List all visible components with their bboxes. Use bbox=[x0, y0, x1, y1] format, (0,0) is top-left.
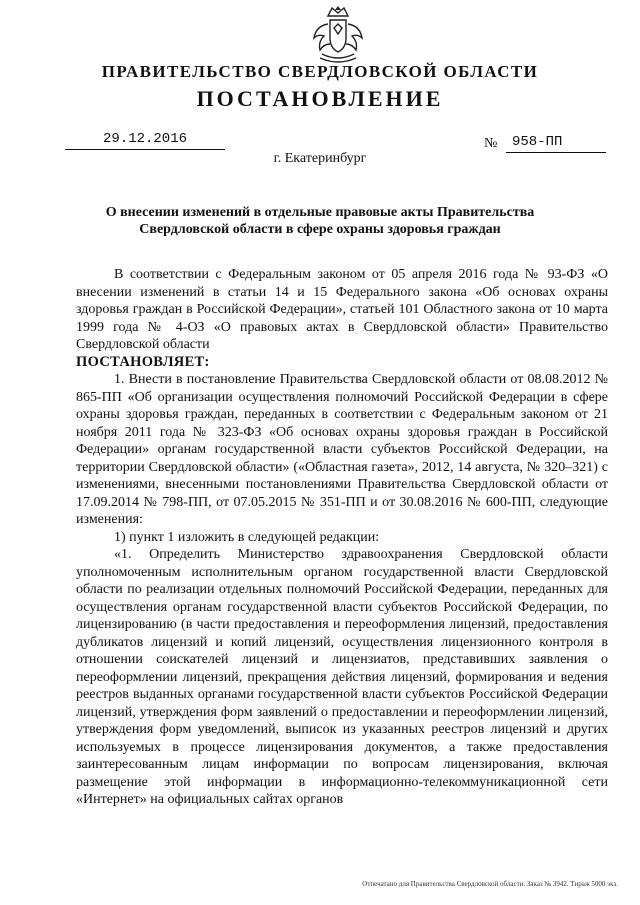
subitem-1-paragraph: 1) пункт 1 изложить в следующей редакции: bbox=[114, 529, 380, 545]
coat-of-arms-icon bbox=[306, 4, 370, 66]
government-name: ПРАВИТЕЛЬСТВО СВЕРДЛОВСКОЙ ОБЛАСТИ bbox=[101, 62, 539, 81]
heading-line-1: О внесении изменений в отдельные правовые акты Правительства bbox=[105, 205, 535, 220]
document-heading bbox=[80, 204, 560, 238]
print-note: Отпечатано для Правительства Свердловской области. Заказ № 3942. Тираж 5000 экз. bbox=[362, 880, 618, 888]
document-type: ПОСТАНОВЛЕНИЕ bbox=[196, 86, 444, 111]
number-label: № bbox=[484, 136, 498, 151]
resolves-heading: ПОСТАНОВЛЯЕТ: bbox=[76, 353, 210, 370]
city: г. Екатеринбург bbox=[273, 151, 367, 166]
document-date: 29.12.2016 bbox=[102, 131, 187, 147]
document-number: 958-ПП bbox=[512, 134, 563, 150]
heading-line-2: Свердловской области в сфере охраны здоровья граждан bbox=[139, 222, 501, 237]
item-1-paragraph: 1. Внести в постановление Правительства Свердловской области от 08.08.2012 № 865-ПП «Об организации осуществления полномочий Российской Федерации в сфере охраны здоровья граждан, переданных в соответствии с Федеральным законом от 21 ноября 2011 года № 323-ФЗ «Об основах охраны здоровья граждан в Российской Федерации» органам государственной власти субъектов Российской Федерации, на территории Свердловской области» («Областная газета», 2012, 14 августа, № 320–321) с изменениями, внесенными постановлениями Правительства Свердловской области от 17.09.2014 № 798-ПП, от 07.05.2015 № 351-ПП и от 30.08.2016 № 600-ПП, следующие изменения: bbox=[76, 372, 608, 527]
document-body bbox=[76, 266, 608, 809]
quoted-paragraph: «1. Определить Министерство здравоохранения Свердловской области уполномоченным исполнительным органом государственной власти Свердловской области по реализации отдельных полномочий Российской Федерации, переданных для осуществления органам государственной власти субъектов Российской Федерации, по лицензированию (в части предоставления и переоформления лицензий, предоставления дубликатов лицензий и копий лицензий, осуществления лицензионного контроля в отношении соискателей лицензий и лицензиатов, представивших заявления о переоформлении лицензий, прекращения действия лицензий, формирования и ведения реестров выданных органами государственной власти субъектов Российской Федерации лицензий, утверждения форм заявлений о предоставлении и переоформлении лицензий, утверждения форм уведомлений, выписок из указанных реестров лицензий и других используемых в процессе лицензирования документов, а также предоставления заинтересованным лицам информации по вопросам лицензирования, включая размещение этой информации в информационно-телекоммуникационной сети «Интернет» на официальных сайтах органов bbox=[76, 547, 608, 807]
preamble-paragraph: В соответствии с Федеральным законом от 05 апреля 2016 года № 93-ФЗ «О внесении изменений в статьи 14 и 15 Федерального закона «Об основах охраны здоровья граждан в Российской Федерации», статьей 101 Областного закона от 10 марта 1999 года № 4-ОЗ «О правовых актах в Свердловской области» Правительство Свердловской области bbox=[76, 267, 608, 352]
date-underline bbox=[65, 149, 225, 150]
